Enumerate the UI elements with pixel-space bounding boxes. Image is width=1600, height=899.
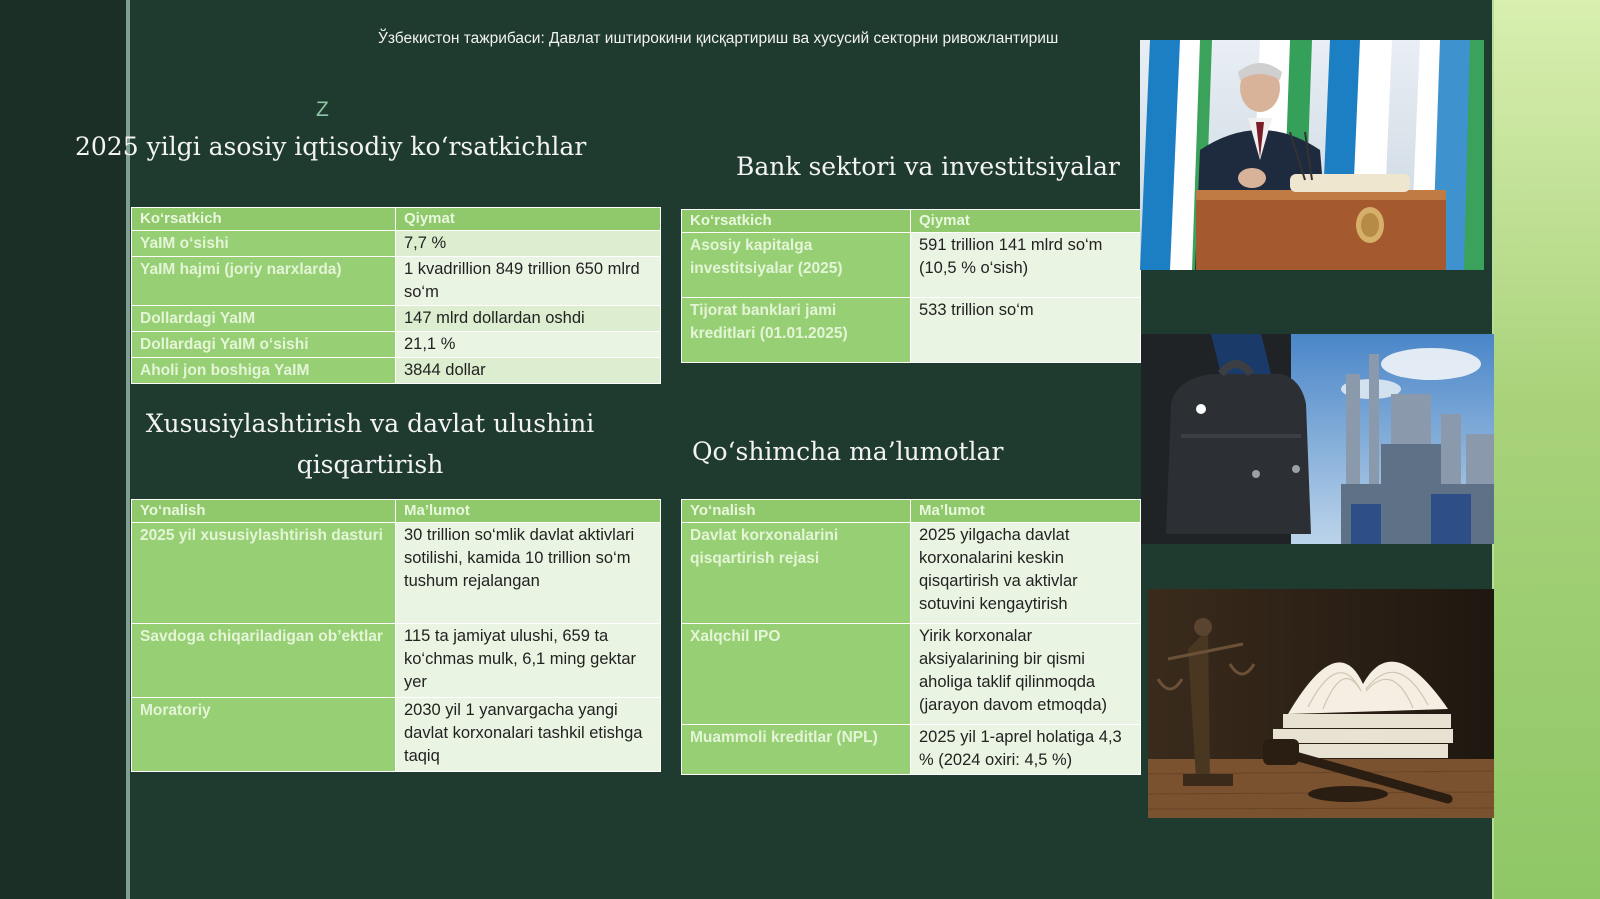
briefcase-photo-graphic: [1141, 334, 1494, 544]
row-value: 533 trillion so‘m: [911, 298, 1141, 363]
extra-heading: Qo‘shimcha ma’lumotlar: [692, 437, 1004, 466]
table-row: [132, 231, 661, 257]
bank-table: [681, 209, 1141, 363]
row-value: 1 kvadrillion 849 trillion 650 mlrd so‘m: [396, 257, 661, 306]
extra-table: [681, 499, 1141, 775]
law-photo-graphic: [1148, 589, 1494, 818]
row-label: Dollardagi YaIM o‘sishi: [132, 332, 396, 358]
row-label: Dollardagi YaIM: [132, 306, 396, 332]
bank-heading: Bank sektori va investitsiyalar: [736, 152, 1120, 181]
row-value: 147 mlrd dollardan oshdi: [396, 306, 661, 332]
column-header: Ma’lumot: [911, 500, 1141, 523]
table-row: [682, 624, 1141, 725]
table-row: [132, 332, 661, 358]
row-label: Davlat korxonalarini qisqartirish rejasi: [682, 523, 911, 624]
row-label: Moratoriy: [132, 698, 396, 772]
row-label: Aholi jon boshiga YaIM: [132, 358, 396, 384]
row-label: YaIM hajmi (joriy narxlarda): [132, 257, 396, 306]
row-label: Tijorat banklari jami kreditlari (01.01.2025): [682, 298, 911, 363]
right-decor-strip: [1494, 0, 1600, 899]
row-label: Savdoga chiqariladigan ob’ektlar: [132, 624, 396, 698]
indicators-heading: 2025 yilgi asosiy iqtisodiy ko‘rsatkichlar: [75, 132, 587, 161]
table-row: [132, 523, 661, 624]
table-row: [132, 624, 661, 698]
table-row: [682, 233, 1141, 298]
indicators-table: [131, 207, 661, 384]
slide-title: Ўзбекистон тажрибаси: Давлат иштирокини қисқартириш ва хусусий секторни ривожлантириш: [378, 30, 1059, 47]
row-value: 21,1 %: [396, 332, 661, 358]
column-header: Qiymat: [911, 210, 1141, 233]
slide-mark: Z: [316, 98, 329, 121]
speaker-at-podium-photo: [1140, 40, 1484, 270]
table-header-row: [682, 210, 1141, 233]
table-row: [132, 306, 661, 332]
column-header: Yo‘nalish: [132, 500, 396, 523]
privatization-table: [131, 499, 661, 772]
row-value: Yirik korxonalar aksiyalarining bir qismi aholiga taklif qilinmoqda (jarayon davom etmoqda): [911, 624, 1141, 725]
column-header: Ma’lumot: [396, 500, 661, 523]
column-header: Yo‘nalish: [682, 500, 911, 523]
row-label: YaIM o‘sishi: [132, 231, 396, 257]
row-label: 2025 yil xususiylashtirish dasturi: [132, 523, 396, 624]
row-value: 2030 yil 1 yanvargacha yangi davlat korxonalari tashkil etishga taqiq: [396, 698, 661, 772]
table-header-row: [132, 500, 661, 523]
row-value: 7,7 %: [396, 231, 661, 257]
table-row: [132, 257, 661, 306]
law-books-and-gavel-photo: [1148, 589, 1494, 818]
column-header: Ko‘rsatkich: [132, 208, 396, 231]
table-row: [682, 298, 1141, 363]
table-row: [132, 698, 661, 772]
table-header-row: [132, 208, 661, 231]
row-value: 2025 yil 1-aprel holatiga 4,3 % (2024 oxiri: 4,5 %): [911, 725, 1141, 775]
row-value: 591 trillion 141 mlrd so‘m (10,5 % o‘sish): [911, 233, 1141, 298]
speaker-photo-graphic: [1140, 40, 1484, 270]
row-label: Muammoli kreditlar (NPL): [682, 725, 911, 775]
row-value: 2025 yilgacha davlat korxonalarini keskin qisqartirish va aktivlar sotuvini kengaytirish: [911, 523, 1141, 624]
privatization-heading: Xususiylashtirish va davlat ulushini qisqartirish: [145, 409, 595, 479]
table-row: [132, 358, 661, 384]
table-row: [682, 523, 1141, 624]
row-value: 30 trillion so‘mlik davlat aktivlari sotilishi, kamida 10 trillion so‘m tushum rejalangan: [396, 523, 661, 624]
column-header: Ko‘rsatkich: [682, 210, 911, 233]
row-label: Asosiy kapitalga investitsiyalar (2025): [682, 233, 911, 298]
table-row: [682, 725, 1141, 775]
briefcase-and-factory-photo: [1141, 334, 1494, 544]
column-header: Qiymat: [396, 208, 661, 231]
table-header-row: [682, 500, 1141, 523]
row-value: 115 ta jamiyat ulushi, 659 ta ko‘chmas mulk, 6,1 ming gektar yer: [396, 624, 661, 698]
row-label: Xalqchil IPO: [682, 624, 911, 725]
row-value: 3844 dollar: [396, 358, 661, 384]
